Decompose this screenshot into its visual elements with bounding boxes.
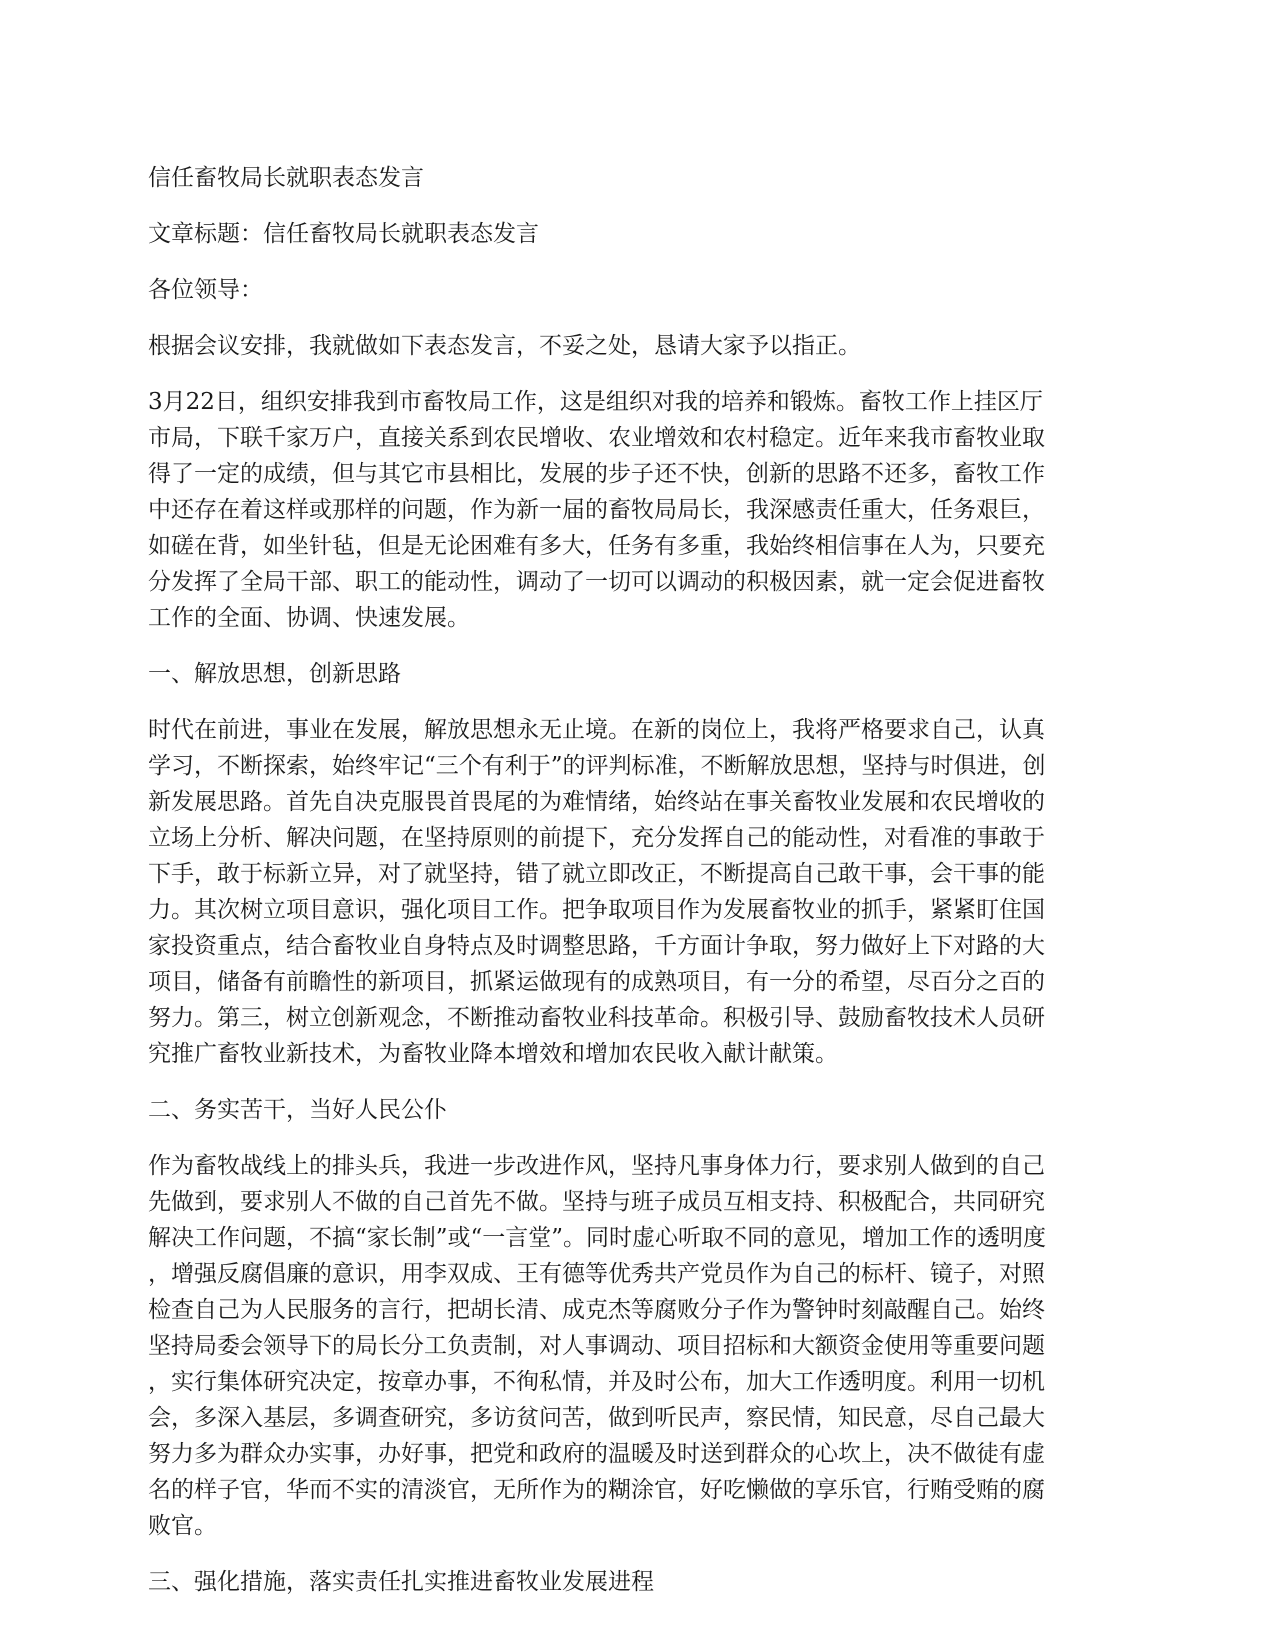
paragraph-line: 3月22日，组织安排我到市畜牧局工作，这是组织对我的培养和锻炼。畜牧工作上挂区厅 bbox=[148, 389, 1043, 415]
paragraph-3 bbox=[148, 1148, 1128, 1544]
paragraph-line: 努力。第三，树立创新观念，不断推动畜牧业科技革命。积极引导、鼓励畜牧技术人员研 bbox=[148, 1005, 1045, 1031]
paragraph-line: 如磋在背，如坐针毡，但是无论困难有多大，任务有多重，我始终相信事在人为，只要充 bbox=[148, 533, 1045, 559]
intro-paragraph: 根据会议安排，我就做如下表态发言，不妥之处，恳请大家予以指正。 bbox=[148, 333, 861, 359]
paragraph-line: 败官。 bbox=[148, 1513, 217, 1539]
paragraph-line: 新发展思路。首先自决克服畏首畏尾的为难情绪，始终站在事关畜牧业发展和农民增收的 bbox=[148, 789, 1045, 815]
paragraph-line: 名的样子官，华而不实的清淡官，无所作为的糊涂官，好吃懒做的享乐官，行贿受贿的腐 bbox=[148, 1477, 1045, 1503]
paragraph-line: 解决工作问题，不搞“家长制”或“一言堂”。同时虚心听取不同的意见，增加工作的透明度 bbox=[148, 1225, 1047, 1251]
paragraph-line: ，实行集体研究决定，按章办事，不徇私情，并及时公布，加大工作透明度。利用一切机 bbox=[148, 1369, 1045, 1395]
section-heading-2: 二、务实苦干，当好人民公仆 bbox=[148, 1097, 447, 1123]
paragraph-line: 学习，不断探索，始终牢记“三个有利于”的评判标准，不断解放思想，坚持与时俱进，创 bbox=[148, 753, 1046, 779]
greeting: 各位领导： bbox=[148, 277, 263, 303]
paragraph-line: 时代在前进，事业在发展，解放思想永无止境。在新的岗位上，我将严格要求自己，认真 bbox=[148, 717, 1045, 743]
paragraph-line: 先做到，要求别人不做的自己首先不做。坚持与班子成员互相支持、积极配合，共同研究 bbox=[148, 1189, 1045, 1215]
paragraph-line: 力。其次树立项目意识，强化项目工作。把争取项目作为发展畜牧业的抓手，紧紧盯住国 bbox=[148, 897, 1045, 923]
paragraph-line: 项目，储备有前瞻性的新项目，抓紧运做现有的成熟项目，有一分的希望，尽百分之百的 bbox=[148, 969, 1045, 995]
paragraph-line: 检查自己为人民服务的言行，把胡长清、成克杰等腐败分子作为警钟时刻敲醒自己。始终 bbox=[148, 1297, 1045, 1323]
section-heading-1: 一、解放思想，创新思路 bbox=[148, 661, 401, 687]
article-title-line: 文章标题：信任畜牧局长就职表态发言 bbox=[148, 221, 539, 247]
paragraph-line: 究推广畜牧业新技术，为畜牧业降本增效和增加农民收入献计献策。 bbox=[148, 1041, 838, 1067]
paragraph-line: 会，多深入基层，多调查研究，多访贫问苦，做到听民声，察民情，知民意，尽自己最大 bbox=[148, 1405, 1045, 1431]
document-page bbox=[148, 160, 1128, 1620]
paragraph-line: 坚持局委会领导下的局长分工负责制，对人事调动、项目招标和大额资金使用等重要问题 bbox=[148, 1333, 1045, 1359]
paragraph-line: ，增强反腐倡廉的意识，用李双成、王有德等优秀共产党员作为自己的标杆、镜子，对照 bbox=[148, 1261, 1045, 1287]
paragraph-line: 中还存在着这样或那样的问题，作为新一届的畜牧局局长，我深感责任重大，任务艰巨， bbox=[148, 497, 1045, 523]
paragraph-line: 市局，下联千家万户，直接关系到农民增收、农业增效和农村稳定。近年来我市畜牧业取 bbox=[148, 425, 1045, 451]
section-heading-3: 三、强化措施，落实责任扎实推进畜牧业发展进程 bbox=[148, 1569, 654, 1595]
paragraph-line: 立场上分析、解决问题，在坚持原则的前提下，充分发挥自己的能动性，对看准的事敢于 bbox=[148, 825, 1045, 851]
paragraph-line: 家投资重点，结合畜牧业自身特点及时调整思路，千方面计争取，努力做好上下对路的大 bbox=[148, 933, 1045, 959]
paragraph-line: 分发挥了全局干部、职工的能动性，调动了一切可以调动的积极因素，就一定会促进畜牧 bbox=[148, 569, 1045, 595]
document-title: 信任畜牧局长就职表态发言 bbox=[148, 165, 424, 191]
paragraph-line: 努力多为群众办实事，办好事，把党和政府的温暖及时送到群众的心坎上，决不做徒有虚 bbox=[148, 1441, 1045, 1467]
paragraph-line: 工作的全面、协调、快速发展。 bbox=[148, 605, 470, 631]
paragraph-line: 下手，敢于标新立异，对了就坚持，错了就立即改正，不断提高自己敢干事，会干事的能 bbox=[148, 861, 1045, 887]
paragraph-line: 得了一定的成绩，但与其它市县相比，发展的步子还不快，创新的思路不还多，畜牧工作 bbox=[148, 461, 1045, 487]
paragraph-2 bbox=[148, 712, 1128, 1072]
paragraph-line: 作为畜牧战线上的排头兵，我进一步改进作风，坚持凡事身体力行，要求别人做到的自己 bbox=[148, 1153, 1045, 1179]
paragraph-1 bbox=[148, 384, 1128, 636]
